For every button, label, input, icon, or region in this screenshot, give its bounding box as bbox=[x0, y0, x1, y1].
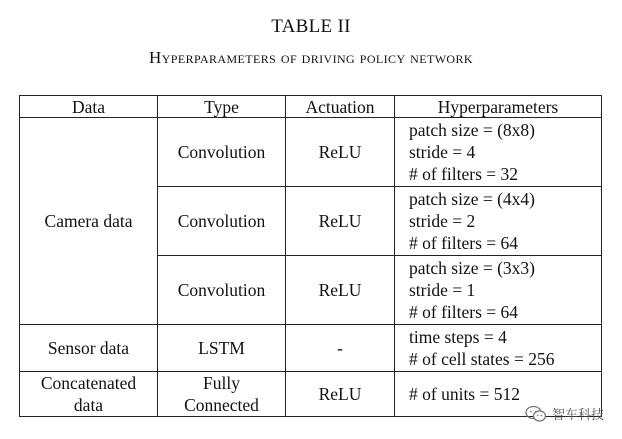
hyperparameter-line: # of filters = 64 bbox=[409, 233, 519, 253]
hyperparameters-cell bbox=[395, 325, 602, 372]
hyperparameters-cell bbox=[395, 187, 602, 256]
actuation-cell: ReLU bbox=[286, 256, 395, 325]
hyperparameter-line: stride = 2 bbox=[409, 211, 476, 231]
hyperparameter-line: patch size = (8x8) bbox=[409, 120, 536, 140]
table-number: TABLE II bbox=[271, 16, 351, 37]
table-row bbox=[20, 325, 602, 372]
data-cell-sensor: Sensor data bbox=[20, 325, 158, 372]
actuation-cell: ReLU bbox=[286, 372, 395, 417]
hyperparameter-line: stride = 1 bbox=[409, 280, 476, 300]
hyperparameter-line: # of filters = 32 bbox=[409, 164, 519, 184]
hyperparameter-line: stride = 4 bbox=[409, 142, 476, 162]
table-caption: Hyperparameters of driving policy network bbox=[149, 48, 473, 67]
header-actuation: Actuation bbox=[286, 96, 395, 118]
data-cell-camera: Camera data bbox=[20, 118, 158, 325]
watermark bbox=[525, 404, 604, 423]
table-row bbox=[20, 118, 602, 187]
actuation-cell: ReLU bbox=[286, 118, 395, 187]
type-cell bbox=[158, 372, 286, 417]
wechat-icon bbox=[525, 405, 547, 423]
type-cell: Convolution bbox=[158, 118, 286, 187]
header-row bbox=[20, 96, 602, 118]
type-cell-line: Fully bbox=[203, 373, 240, 393]
hyperparameter-line: # of cell states = 256 bbox=[409, 349, 555, 369]
data-cell-concatenated bbox=[20, 372, 158, 417]
data-cell-line: Concatenated bbox=[40, 373, 137, 393]
header-data: Data bbox=[20, 96, 158, 118]
hyperparameters-table bbox=[19, 95, 602, 417]
hyperparameter-line: patch size = (4x4) bbox=[409, 189, 536, 209]
type-cell: Convolution bbox=[158, 256, 286, 325]
hyperparameters-cell bbox=[395, 118, 602, 187]
hyperparameter-line: patch size = (3x3) bbox=[409, 258, 536, 278]
watermark-text: 智车科技 bbox=[551, 408, 604, 423]
hyperparameter-line: # of filters = 64 bbox=[409, 302, 519, 322]
type-cell: LSTM bbox=[158, 325, 286, 372]
header-type: Type bbox=[158, 96, 286, 118]
type-cell-line: Connected bbox=[184, 395, 259, 415]
header-hyperparameters: Hyperparameters bbox=[395, 96, 602, 118]
hyperparameter-line: # of units = 512 bbox=[409, 384, 520, 404]
data-cell-line: data bbox=[73, 395, 104, 415]
table-row bbox=[20, 372, 602, 417]
hyperparameters-cell bbox=[395, 256, 602, 325]
actuation-cell: ReLU bbox=[286, 187, 395, 256]
actuation-cell: - bbox=[286, 325, 395, 372]
type-cell: Convolution bbox=[158, 187, 286, 256]
hyperparameter-line: time steps = 4 bbox=[409, 327, 507, 347]
